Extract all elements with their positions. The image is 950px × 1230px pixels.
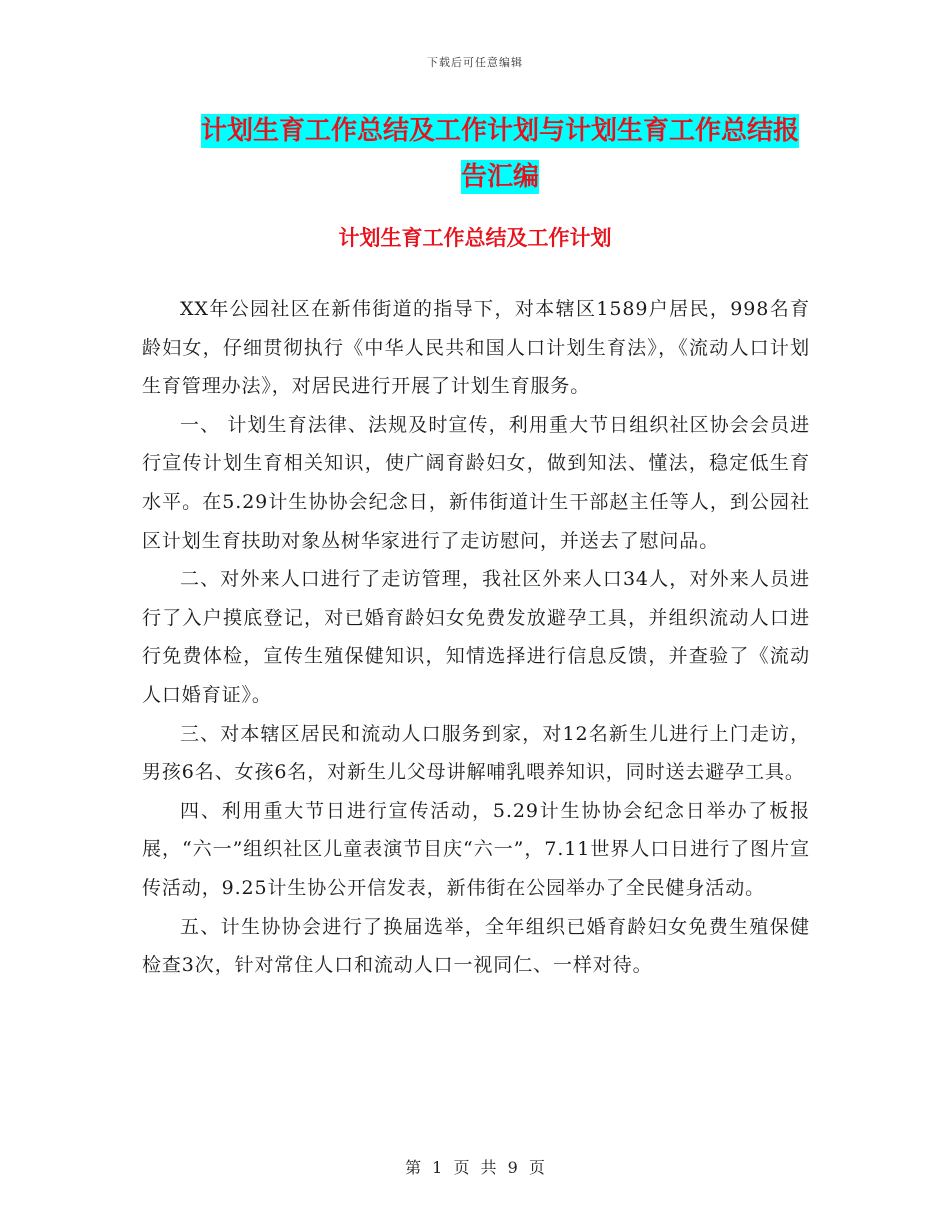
body-paragraph: 二、对外来人口进行了走访管理，我社区外来人口34人，对外来人员进行了入户摸底登记，对已婚育龄妇女免费发放避孕工具，并组织流动人口进行免费体检，宣传生殖保健知识，知情选择进行信息反馈，并查验了《流动人口婚育证》。 [142,568,810,706]
document-title-text: 计划生育工作总结及工作计划与计划生育工作总结报告汇编 [200,116,799,192]
body-paragraph: 三、对本辖区居民和流动人口服务到家，对12名新生儿进行上门走访，男孩6名、女孩6名，对新生儿父母讲解哺乳喂养知识，同时送去避孕工具。 [142,722,810,784]
document-body [142,290,810,985]
body-paragraph: XX年公园社区在新伟街道的指导下，对本辖区1589户居民，998名育龄妇女，仔细贯彻执行《中华人民共和国人口计划生育法》，《流动人口计划生育管理办法》，对居民进行开展了计划生育服务。 [142,298,810,398]
section-title: 计划生育工作总结及工作计划 [338,226,612,250]
page-number-footer: 第 1 页 共 9 页 [405,1158,545,1177]
document-title [190,108,810,200]
body-paragraph: 一、 计划生育法律、法规及时宣传，利用重大节日组织社区协会会员进行宣传计划生育相关知识，使广阔育龄妇女，做到知法、懂法，稳定低生育水平。在5.29计生协协会纪念日，新伟街道计生干部赵主任等人，到公园社区计划生育扶助对象丛树华家进行了走访慰问，并送去了慰问品。 [142,413,810,552]
header-note: 下载后可任意编辑 [427,56,523,69]
body-paragraph: 五、计生协协会进行了换届选举，全年组织已婚育龄妇女免费生殖保健检查3次，针对常住人口和流动人口一视同仁、一样对待。 [142,915,810,977]
body-paragraph: 四、利用重大节日进行宣传活动，5.29计生协协会纪念日举办了板报展，“六一”组织社区儿童表演节目庆“六一”，7.11世界人口日进行了图片宣传活动，9.25计生协公开信发表，新伟街在公园举办了全民健身活动。 [142,799,810,899]
